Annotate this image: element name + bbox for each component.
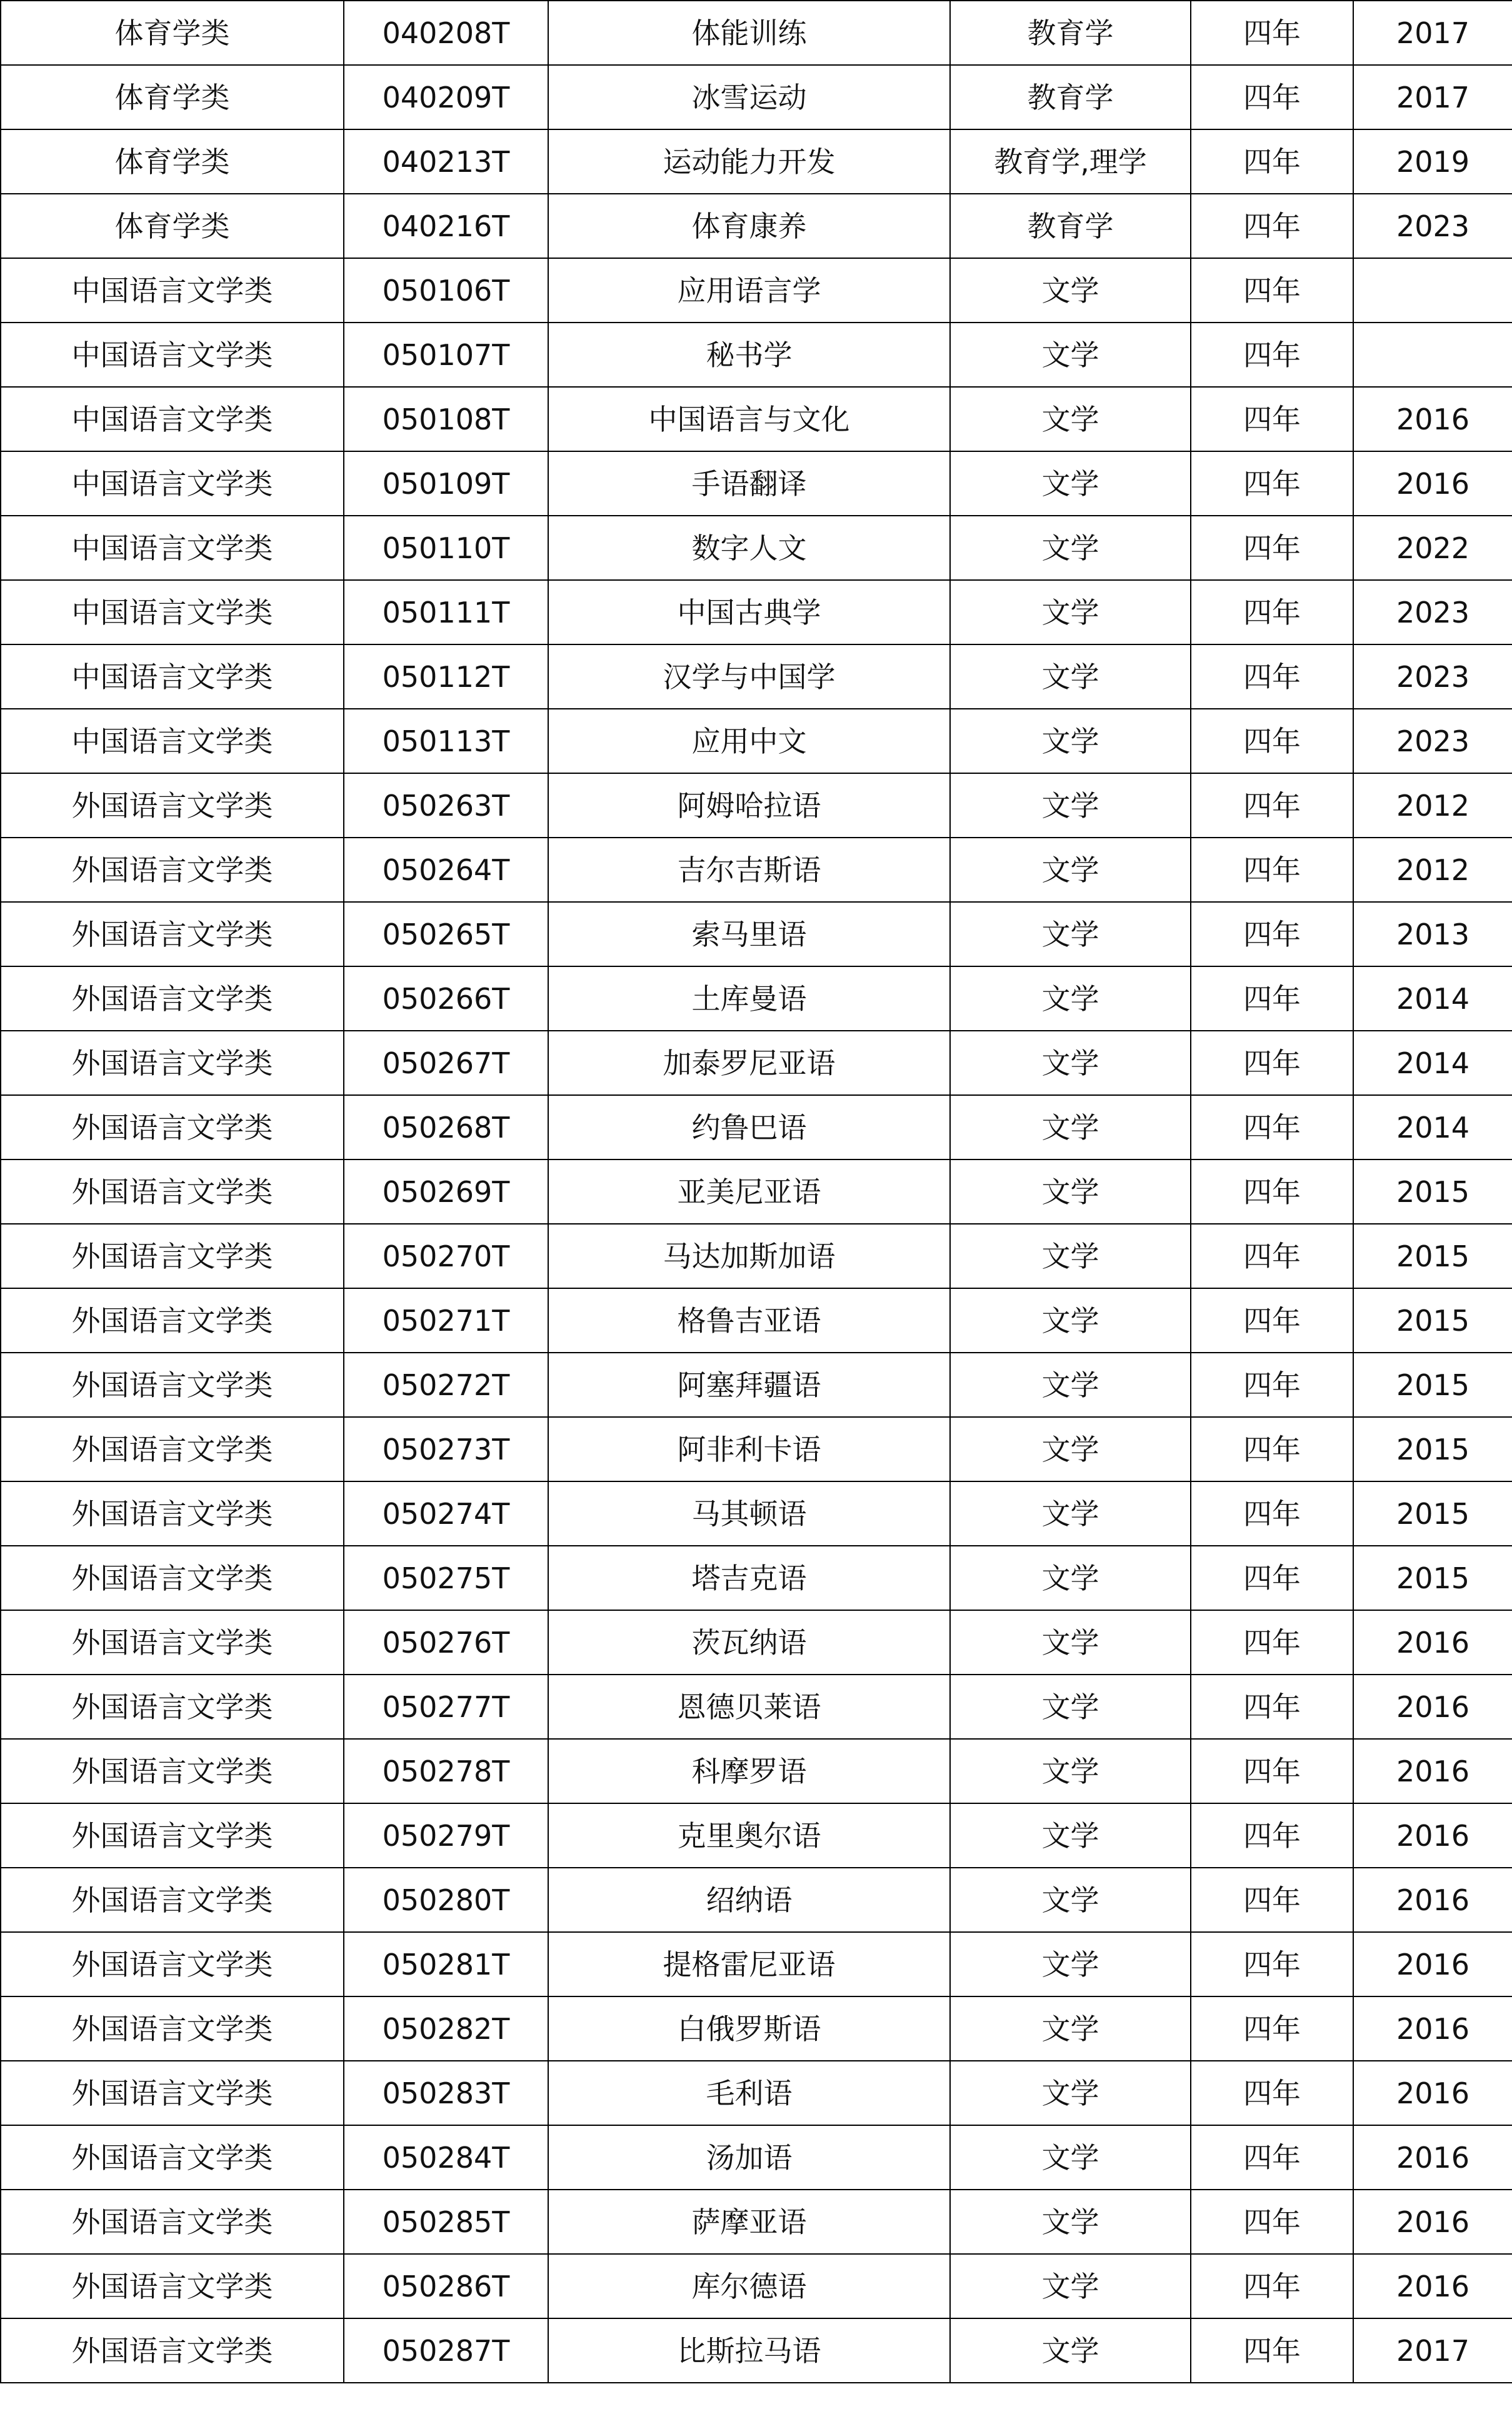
degree-cell: 文学 bbox=[950, 516, 1191, 580]
major-name-cell: 体能训练 bbox=[548, 1, 950, 65]
major-name-cell: 阿非利卡语 bbox=[548, 1417, 950, 1481]
major-code-cell: 050107T bbox=[344, 323, 548, 387]
year-added-cell: 2016 bbox=[1353, 1932, 1512, 1996]
duration-cell: 四年 bbox=[1191, 1288, 1353, 1353]
major-code-cell: 050268T bbox=[344, 1095, 548, 1159]
major-code-cell: 050287T bbox=[344, 2318, 548, 2383]
degree-cell: 文学 bbox=[950, 2125, 1191, 2190]
table-row bbox=[1, 65, 1512, 129]
table-row bbox=[1, 2061, 1512, 2125]
year-added-cell: 2015 bbox=[1353, 1417, 1512, 1481]
major-name-cell: 库尔德语 bbox=[548, 2254, 950, 2318]
table-row bbox=[1, 644, 1512, 709]
category-cell: 外国语言文学类 bbox=[1, 1996, 344, 2061]
table-row bbox=[1, 387, 1512, 451]
major-code-cell: 040216T bbox=[344, 194, 548, 258]
duration-cell: 四年 bbox=[1191, 709, 1353, 773]
major-code-cell: 050277T bbox=[344, 1675, 548, 1739]
degree-cell: 文学 bbox=[950, 1610, 1191, 1675]
major-name-cell: 中国语言与文化 bbox=[548, 387, 950, 451]
major-name-cell: 绍纳语 bbox=[548, 1868, 950, 1932]
duration-cell: 四年 bbox=[1191, 516, 1353, 580]
year-added-cell: 2014 bbox=[1353, 1031, 1512, 1095]
table-row bbox=[1, 1095, 1512, 1159]
major-code-cell: 050270T bbox=[344, 1224, 548, 1288]
major-code-cell: 050263T bbox=[344, 773, 548, 838]
category-cell: 中国语言文学类 bbox=[1, 451, 344, 516]
major-name-cell: 约鲁巴语 bbox=[548, 1095, 950, 1159]
category-cell: 体育学类 bbox=[1, 65, 344, 129]
major-code-cell: 050284T bbox=[344, 2125, 548, 2190]
degree-cell: 文学 bbox=[950, 644, 1191, 709]
duration-cell: 四年 bbox=[1191, 902, 1353, 966]
year-added-cell: 2014 bbox=[1353, 966, 1512, 1031]
major-code-cell: 050280T bbox=[344, 1868, 548, 1932]
table-row bbox=[1, 2125, 1512, 2190]
table-row bbox=[1, 1, 1512, 65]
table-row bbox=[1, 1610, 1512, 1675]
degree-cell: 文学 bbox=[950, 580, 1191, 644]
degree-cell: 教育学 bbox=[950, 1, 1191, 65]
year-added-cell: 2016 bbox=[1353, 387, 1512, 451]
category-cell: 中国语言文学类 bbox=[1, 323, 344, 387]
duration-cell: 四年 bbox=[1191, 1031, 1353, 1095]
year-added-cell: 2016 bbox=[1353, 1610, 1512, 1675]
degree-cell: 文学 bbox=[950, 323, 1191, 387]
major-name-cell: 马达加斯加语 bbox=[548, 1224, 950, 1288]
year-added-cell: 2023 bbox=[1353, 580, 1512, 644]
major-code-cell: 050272T bbox=[344, 1353, 548, 1417]
major-code-cell: 050278T bbox=[344, 1739, 548, 1803]
category-cell: 外国语言文学类 bbox=[1, 1159, 344, 1224]
duration-cell: 四年 bbox=[1191, 2254, 1353, 2318]
category-cell: 外国语言文学类 bbox=[1, 2254, 344, 2318]
category-cell: 体育学类 bbox=[1, 129, 344, 194]
table-row bbox=[1, 451, 1512, 516]
year-added-cell: 2017 bbox=[1353, 1, 1512, 65]
duration-cell: 四年 bbox=[1191, 2061, 1353, 2125]
category-cell: 中国语言文学类 bbox=[1, 709, 344, 773]
major-name-cell: 阿塞拜疆语 bbox=[548, 1353, 950, 1417]
degree-cell: 文学 bbox=[950, 1417, 1191, 1481]
major-name-cell: 科摩罗语 bbox=[548, 1739, 950, 1803]
category-cell: 外国语言文学类 bbox=[1, 1546, 344, 1610]
table-row bbox=[1, 1481, 1512, 1546]
table-row bbox=[1, 1546, 1512, 1610]
year-added-cell: 2013 bbox=[1353, 902, 1512, 966]
duration-cell: 四年 bbox=[1191, 258, 1353, 323]
major-name-cell: 数字人文 bbox=[548, 516, 950, 580]
major-code-cell: 050276T bbox=[344, 1610, 548, 1675]
table-row bbox=[1, 194, 1512, 258]
category-cell: 中国语言文学类 bbox=[1, 516, 344, 580]
table-row bbox=[1, 1031, 1512, 1095]
year-added-cell: 2017 bbox=[1353, 65, 1512, 129]
degree-cell: 文学 bbox=[950, 1159, 1191, 1224]
major-name-cell: 冰雪运动 bbox=[548, 65, 950, 129]
major-code-cell: 050275T bbox=[344, 1546, 548, 1610]
major-name-cell: 汤加语 bbox=[548, 2125, 950, 2190]
major-code-cell: 050281T bbox=[344, 1932, 548, 1996]
duration-cell: 四年 bbox=[1191, 1095, 1353, 1159]
major-name-cell: 应用中文 bbox=[548, 709, 950, 773]
year-added-cell: 2016 bbox=[1353, 1739, 1512, 1803]
major-code-cell: 050266T bbox=[344, 966, 548, 1031]
table-row bbox=[1, 516, 1512, 580]
degree-cell: 文学 bbox=[950, 1546, 1191, 1610]
table-row bbox=[1, 2190, 1512, 2254]
table-row bbox=[1, 1803, 1512, 1868]
category-cell: 外国语言文学类 bbox=[1, 2318, 344, 2383]
table-row bbox=[1, 1224, 1512, 1288]
duration-cell: 四年 bbox=[1191, 1675, 1353, 1739]
major-name-cell: 体育康养 bbox=[548, 194, 950, 258]
duration-cell: 四年 bbox=[1191, 1481, 1353, 1546]
duration-cell: 四年 bbox=[1191, 1610, 1353, 1675]
degree-cell: 文学 bbox=[950, 1996, 1191, 2061]
major-name-cell: 土库曼语 bbox=[548, 966, 950, 1031]
table-row bbox=[1, 1868, 1512, 1932]
major-code-cell: 050109T bbox=[344, 451, 548, 516]
degree-cell: 文学 bbox=[950, 1932, 1191, 1996]
duration-cell: 四年 bbox=[1191, 323, 1353, 387]
degree-cell: 文学 bbox=[950, 387, 1191, 451]
category-cell: 外国语言文学类 bbox=[1, 1803, 344, 1868]
table-row bbox=[1, 773, 1512, 838]
major-name-cell: 塔吉克语 bbox=[548, 1546, 950, 1610]
duration-cell: 四年 bbox=[1191, 1868, 1353, 1932]
major-code-cell: 050112T bbox=[344, 644, 548, 709]
year-added-cell bbox=[1353, 258, 1512, 323]
table-row bbox=[1, 580, 1512, 644]
major-code-cell: 050108T bbox=[344, 387, 548, 451]
major-code-cell: 040209T bbox=[344, 65, 548, 129]
duration-cell: 四年 bbox=[1191, 1224, 1353, 1288]
table-row bbox=[1, 902, 1512, 966]
category-cell: 外国语言文学类 bbox=[1, 2190, 344, 2254]
major-name-cell: 阿姆哈拉语 bbox=[548, 773, 950, 838]
duration-cell: 四年 bbox=[1191, 1803, 1353, 1868]
degree-cell: 文学 bbox=[950, 1224, 1191, 1288]
major-code-cell: 050265T bbox=[344, 902, 548, 966]
major-code-cell: 050282T bbox=[344, 1996, 548, 2061]
major-code-cell: 050111T bbox=[344, 580, 548, 644]
category-cell: 外国语言文学类 bbox=[1, 2125, 344, 2190]
category-cell: 外国语言文学类 bbox=[1, 1288, 344, 1353]
degree-cell: 文学 bbox=[950, 773, 1191, 838]
year-added-cell: 2015 bbox=[1353, 1546, 1512, 1610]
table-row bbox=[1, 2318, 1512, 2383]
category-cell: 外国语言文学类 bbox=[1, 1031, 344, 1095]
major-name-cell: 克里奥尔语 bbox=[548, 1803, 950, 1868]
category-cell: 外国语言文学类 bbox=[1, 1868, 344, 1932]
major-code-cell: 050273T bbox=[344, 1417, 548, 1481]
year-added-cell: 2019 bbox=[1353, 129, 1512, 194]
major-code-cell: 050267T bbox=[344, 1031, 548, 1095]
major-name-cell: 秘书学 bbox=[548, 323, 950, 387]
table-row bbox=[1, 129, 1512, 194]
major-name-cell: 运动能力开发 bbox=[548, 129, 950, 194]
duration-cell: 四年 bbox=[1191, 2318, 1353, 2383]
duration-cell: 四年 bbox=[1191, 580, 1353, 644]
degree-cell: 文学 bbox=[950, 1739, 1191, 1803]
year-added-cell: 2016 bbox=[1353, 2190, 1512, 2254]
category-cell: 外国语言文学类 bbox=[1, 2061, 344, 2125]
duration-cell: 四年 bbox=[1191, 2190, 1353, 2254]
category-cell: 外国语言文学类 bbox=[1, 1675, 344, 1739]
year-added-cell: 2016 bbox=[1353, 1675, 1512, 1739]
degree-cell: 教育学,理学 bbox=[950, 129, 1191, 194]
category-cell: 中国语言文学类 bbox=[1, 258, 344, 323]
year-added-cell: 2012 bbox=[1353, 838, 1512, 902]
category-cell: 外国语言文学类 bbox=[1, 773, 344, 838]
table-row bbox=[1, 709, 1512, 773]
year-added-cell: 2016 bbox=[1353, 2061, 1512, 2125]
degree-cell: 文学 bbox=[950, 1095, 1191, 1159]
duration-cell: 四年 bbox=[1191, 451, 1353, 516]
major-name-cell: 格鲁吉亚语 bbox=[548, 1288, 950, 1353]
major-code-cell: 040208T bbox=[344, 1, 548, 65]
category-cell: 外国语言文学类 bbox=[1, 1739, 344, 1803]
degree-cell: 文学 bbox=[950, 1675, 1191, 1739]
duration-cell: 四年 bbox=[1191, 773, 1353, 838]
table-row bbox=[1, 1675, 1512, 1739]
category-cell: 中国语言文学类 bbox=[1, 387, 344, 451]
major-name-cell: 吉尔吉斯语 bbox=[548, 838, 950, 902]
year-added-cell bbox=[1353, 323, 1512, 387]
major-code-cell: 040213T bbox=[344, 129, 548, 194]
major-name-cell: 索马里语 bbox=[548, 902, 950, 966]
year-added-cell: 2022 bbox=[1353, 516, 1512, 580]
year-added-cell: 2015 bbox=[1353, 1224, 1512, 1288]
degree-cell: 文学 bbox=[950, 451, 1191, 516]
duration-cell: 四年 bbox=[1191, 194, 1353, 258]
year-added-cell: 2012 bbox=[1353, 773, 1512, 838]
degree-cell: 文学 bbox=[950, 2254, 1191, 2318]
major-code-cell: 050285T bbox=[344, 2190, 548, 2254]
major-code-cell: 050271T bbox=[344, 1288, 548, 1353]
duration-cell: 四年 bbox=[1191, 1417, 1353, 1481]
year-added-cell: 2023 bbox=[1353, 644, 1512, 709]
year-added-cell: 2015 bbox=[1353, 1159, 1512, 1224]
table-row bbox=[1, 1996, 1512, 2061]
major-name-cell: 马其顿语 bbox=[548, 1481, 950, 1546]
major-code-cell: 050283T bbox=[344, 2061, 548, 2125]
duration-cell: 四年 bbox=[1191, 644, 1353, 709]
degree-cell: 文学 bbox=[950, 2318, 1191, 2383]
major-code-cell: 050274T bbox=[344, 1481, 548, 1546]
year-added-cell: 2015 bbox=[1353, 1288, 1512, 1353]
major-code-cell: 050113T bbox=[344, 709, 548, 773]
duration-cell: 四年 bbox=[1191, 1353, 1353, 1417]
year-added-cell: 2015 bbox=[1353, 1353, 1512, 1417]
duration-cell: 四年 bbox=[1191, 387, 1353, 451]
table-row bbox=[1, 1353, 1512, 1417]
year-added-cell: 2016 bbox=[1353, 2254, 1512, 2318]
table-row bbox=[1, 1932, 1512, 1996]
duration-cell: 四年 bbox=[1191, 129, 1353, 194]
category-cell: 外国语言文学类 bbox=[1, 1353, 344, 1417]
table-body bbox=[1, 1, 1512, 2383]
year-added-cell: 2023 bbox=[1353, 709, 1512, 773]
category-cell: 外国语言文学类 bbox=[1, 1224, 344, 1288]
category-cell: 中国语言文学类 bbox=[1, 644, 344, 709]
year-added-cell: 2016 bbox=[1353, 2125, 1512, 2190]
category-cell: 体育学类 bbox=[1, 194, 344, 258]
degree-cell: 文学 bbox=[950, 1353, 1191, 1417]
duration-cell: 四年 bbox=[1191, 1996, 1353, 2061]
major-name-cell: 手语翻译 bbox=[548, 451, 950, 516]
major-code-cell: 050286T bbox=[344, 2254, 548, 2318]
major-name-cell: 毛利语 bbox=[548, 2061, 950, 2125]
year-added-cell: 2016 bbox=[1353, 1996, 1512, 2061]
category-cell: 中国语言文学类 bbox=[1, 580, 344, 644]
year-added-cell: 2017 bbox=[1353, 2318, 1512, 2383]
major-code-cell: 050269T bbox=[344, 1159, 548, 1224]
year-added-cell: 2014 bbox=[1353, 1095, 1512, 1159]
year-added-cell: 2023 bbox=[1353, 194, 1512, 258]
major-name-cell: 恩德贝莱语 bbox=[548, 1675, 950, 1739]
major-name-cell: 汉学与中国学 bbox=[548, 644, 950, 709]
table-row bbox=[1, 1159, 1512, 1224]
table-row bbox=[1, 966, 1512, 1031]
degree-cell: 文学 bbox=[950, 1481, 1191, 1546]
category-cell: 外国语言文学类 bbox=[1, 838, 344, 902]
degree-cell: 文学 bbox=[950, 1288, 1191, 1353]
duration-cell: 四年 bbox=[1191, 1159, 1353, 1224]
degree-cell: 文学 bbox=[950, 258, 1191, 323]
year-added-cell: 2016 bbox=[1353, 451, 1512, 516]
major-name-cell: 比斯拉马语 bbox=[548, 2318, 950, 2383]
degree-cell: 文学 bbox=[950, 1868, 1191, 1932]
table-row bbox=[1, 2254, 1512, 2318]
table-row bbox=[1, 323, 1512, 387]
category-cell: 体育学类 bbox=[1, 1, 344, 65]
major-code-cell: 050106T bbox=[344, 258, 548, 323]
category-cell: 外国语言文学类 bbox=[1, 1932, 344, 1996]
duration-cell: 四年 bbox=[1191, 966, 1353, 1031]
degree-cell: 文学 bbox=[950, 838, 1191, 902]
degree-cell: 文学 bbox=[950, 709, 1191, 773]
major-name-cell: 白俄罗斯语 bbox=[548, 1996, 950, 2061]
year-added-cell: 2016 bbox=[1353, 1803, 1512, 1868]
degree-cell: 文学 bbox=[950, 2061, 1191, 2125]
table-row bbox=[1, 838, 1512, 902]
degree-cell: 文学 bbox=[950, 1803, 1191, 1868]
duration-cell: 四年 bbox=[1191, 1546, 1353, 1610]
category-cell: 外国语言文学类 bbox=[1, 1610, 344, 1675]
degree-cell: 文学 bbox=[950, 966, 1191, 1031]
major-name-cell: 中国古典学 bbox=[548, 580, 950, 644]
duration-cell: 四年 bbox=[1191, 838, 1353, 902]
major-code-cell: 050264T bbox=[344, 838, 548, 902]
degree-cell: 教育学 bbox=[950, 65, 1191, 129]
table-row bbox=[1, 258, 1512, 323]
major-code-cell: 050279T bbox=[344, 1803, 548, 1868]
duration-cell: 四年 bbox=[1191, 65, 1353, 129]
duration-cell: 四年 bbox=[1191, 1739, 1353, 1803]
degree-cell: 文学 bbox=[950, 1031, 1191, 1095]
table-row bbox=[1, 1417, 1512, 1481]
category-cell: 外国语言文学类 bbox=[1, 1481, 344, 1546]
major-name-cell: 茨瓦纳语 bbox=[548, 1610, 950, 1675]
degree-cell: 文学 bbox=[950, 902, 1191, 966]
degree-cell: 文学 bbox=[950, 2190, 1191, 2254]
year-added-cell: 2015 bbox=[1353, 1481, 1512, 1546]
table-row bbox=[1, 1288, 1512, 1353]
duration-cell: 四年 bbox=[1191, 1932, 1353, 1996]
major-name-cell: 加泰罗尼亚语 bbox=[548, 1031, 950, 1095]
major-name-cell: 亚美尼亚语 bbox=[548, 1159, 950, 1224]
category-cell: 外国语言文学类 bbox=[1, 1095, 344, 1159]
category-cell: 外国语言文学类 bbox=[1, 902, 344, 966]
major-name-cell: 应用语言学 bbox=[548, 258, 950, 323]
degree-cell: 教育学 bbox=[950, 194, 1191, 258]
duration-cell: 四年 bbox=[1191, 2125, 1353, 2190]
major-name-cell: 萨摩亚语 bbox=[548, 2190, 950, 2254]
duration-cell: 四年 bbox=[1191, 1, 1353, 65]
category-cell: 外国语言文学类 bbox=[1, 1417, 344, 1481]
table-row bbox=[1, 1739, 1512, 1803]
major-name-cell: 提格雷尼亚语 bbox=[548, 1932, 950, 1996]
year-added-cell: 2016 bbox=[1353, 1868, 1512, 1932]
major-code-cell: 050110T bbox=[344, 516, 548, 580]
category-cell: 外国语言文学类 bbox=[1, 966, 344, 1031]
